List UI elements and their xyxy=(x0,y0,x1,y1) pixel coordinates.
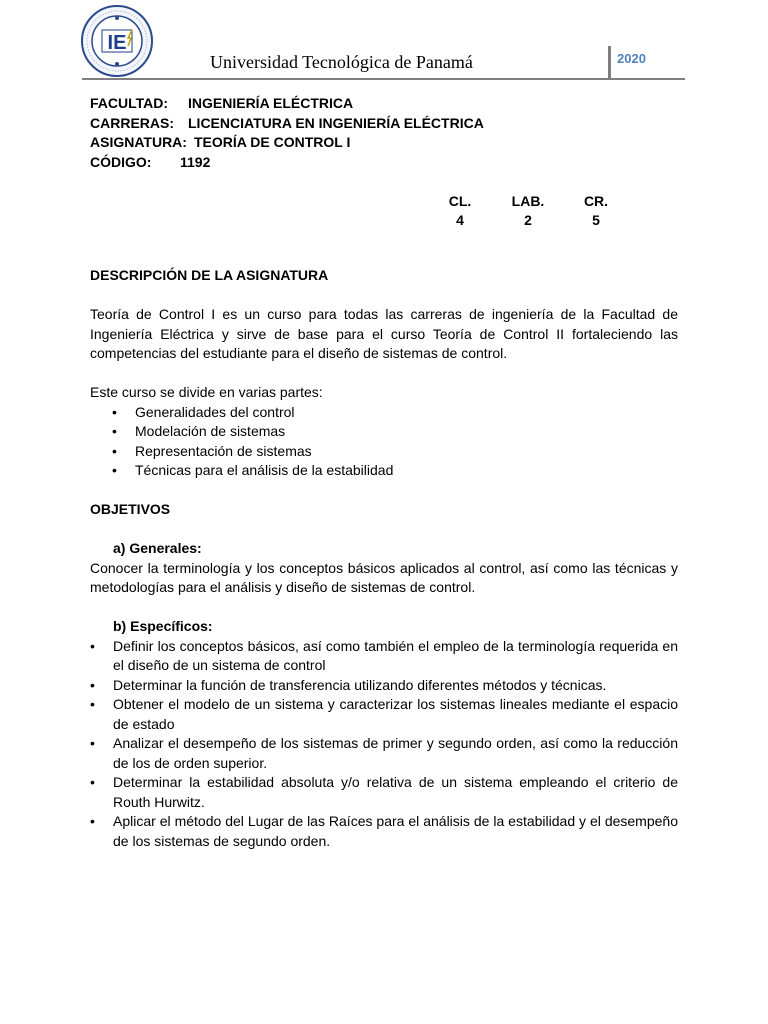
asignatura-row xyxy=(90,133,678,153)
descripcion-heading: DESCRIPCIÓN DE LA ASIGNATURA xyxy=(90,267,329,283)
descripcion-paragraph: Teoría de Control I es un curso para todas las carreras de ingeniería de la Facultad de Ingeniería Eléctrica y sirve de base para el curso Teoría de Control II fortaleciendo las competencias del estudiante para el diseño de sistemas de control. xyxy=(90,306,678,361)
year-divider xyxy=(608,46,611,78)
facultad-label: FACULTAD: xyxy=(90,95,169,111)
carreras-label: CARRERAS: xyxy=(90,114,174,131)
credit-cr-label: CR. xyxy=(583,193,609,209)
university-name: Universidad Tecnológica de Panamá xyxy=(210,52,473,72)
list-item: • Aplicar el método del Lugar de las Raíces para el análisis de la estabilidad y el desempeño de los sistemas de segundo orden. xyxy=(90,812,678,851)
generales-label: a) Generales: xyxy=(113,540,202,556)
facultad-row xyxy=(90,94,678,114)
list-item: • Obtener el modelo de un sistema y caracterizar los sistemas lineales mediante el espacio de estado xyxy=(90,695,678,734)
credit-cl-value: 4 xyxy=(456,212,464,228)
especificos-label: b) Específicos: xyxy=(113,618,213,634)
credit-lab-value: 2 xyxy=(524,212,532,228)
parts-intro: Este curso se divide en varias partes: xyxy=(90,384,323,400)
asignatura-value: TEORÍA DE CONTROL I xyxy=(194,134,351,150)
document-year: 2020 xyxy=(617,51,646,66)
codigo-value: 1192 xyxy=(180,153,211,170)
generales-text: Conocer la terminología y los conceptos básicos aplicados al control, así como las técnicas y metodologías para el análisis y diseño de sistemas de control. xyxy=(90,559,678,595)
parts-list xyxy=(90,403,678,481)
list-item: • Representación de sistemas xyxy=(90,442,678,462)
list-item: • Determinar la estabilidad absoluta y/o relativa de un sistema empleando el criterio de Routh Hurwitz. xyxy=(90,773,678,812)
page-header xyxy=(0,0,768,90)
especificos-list xyxy=(90,637,678,852)
credit-cl-label: CL. xyxy=(448,193,472,209)
list-item: • Definir los conceptos básicos, así como también el empleo de la terminología requerida en el diseño de un sistema de control xyxy=(90,637,678,676)
credit-lab-label: LAB. xyxy=(511,193,545,209)
facultad-value: INGENIERÍA ELÉCTRICA xyxy=(188,95,354,111)
list-item: • Determinar la función de transferencia utilizando diferentes métodos y técnicas. xyxy=(90,676,678,696)
codigo-label: CÓDIGO: xyxy=(90,153,152,170)
university-seal-icon xyxy=(80,4,154,78)
objetivos-heading: OBJETIVOS xyxy=(90,501,171,517)
list-item: • Modelación de sistemas xyxy=(90,422,678,442)
list-item: • Técnicas para el análisis de la estabilidad xyxy=(90,461,678,481)
logo-initials: IE xyxy=(107,32,127,54)
header-rule xyxy=(82,78,685,80)
asignatura-label: ASIGNATURA: xyxy=(90,134,187,150)
document-body xyxy=(90,94,678,851)
carreras-value: LICENCIATURA EN INGENIERÍA ELÉCTRICA xyxy=(188,114,484,131)
list-item: • Generalidades del control xyxy=(90,403,678,423)
list-item: • Analizar el desempeño de los sistemas de primer y segundo orden, así como la reducción de los de orden superior. xyxy=(90,734,678,773)
credit-cr-value: 5 xyxy=(592,212,600,228)
carreras-row xyxy=(90,114,678,134)
codigo-row xyxy=(90,153,678,173)
